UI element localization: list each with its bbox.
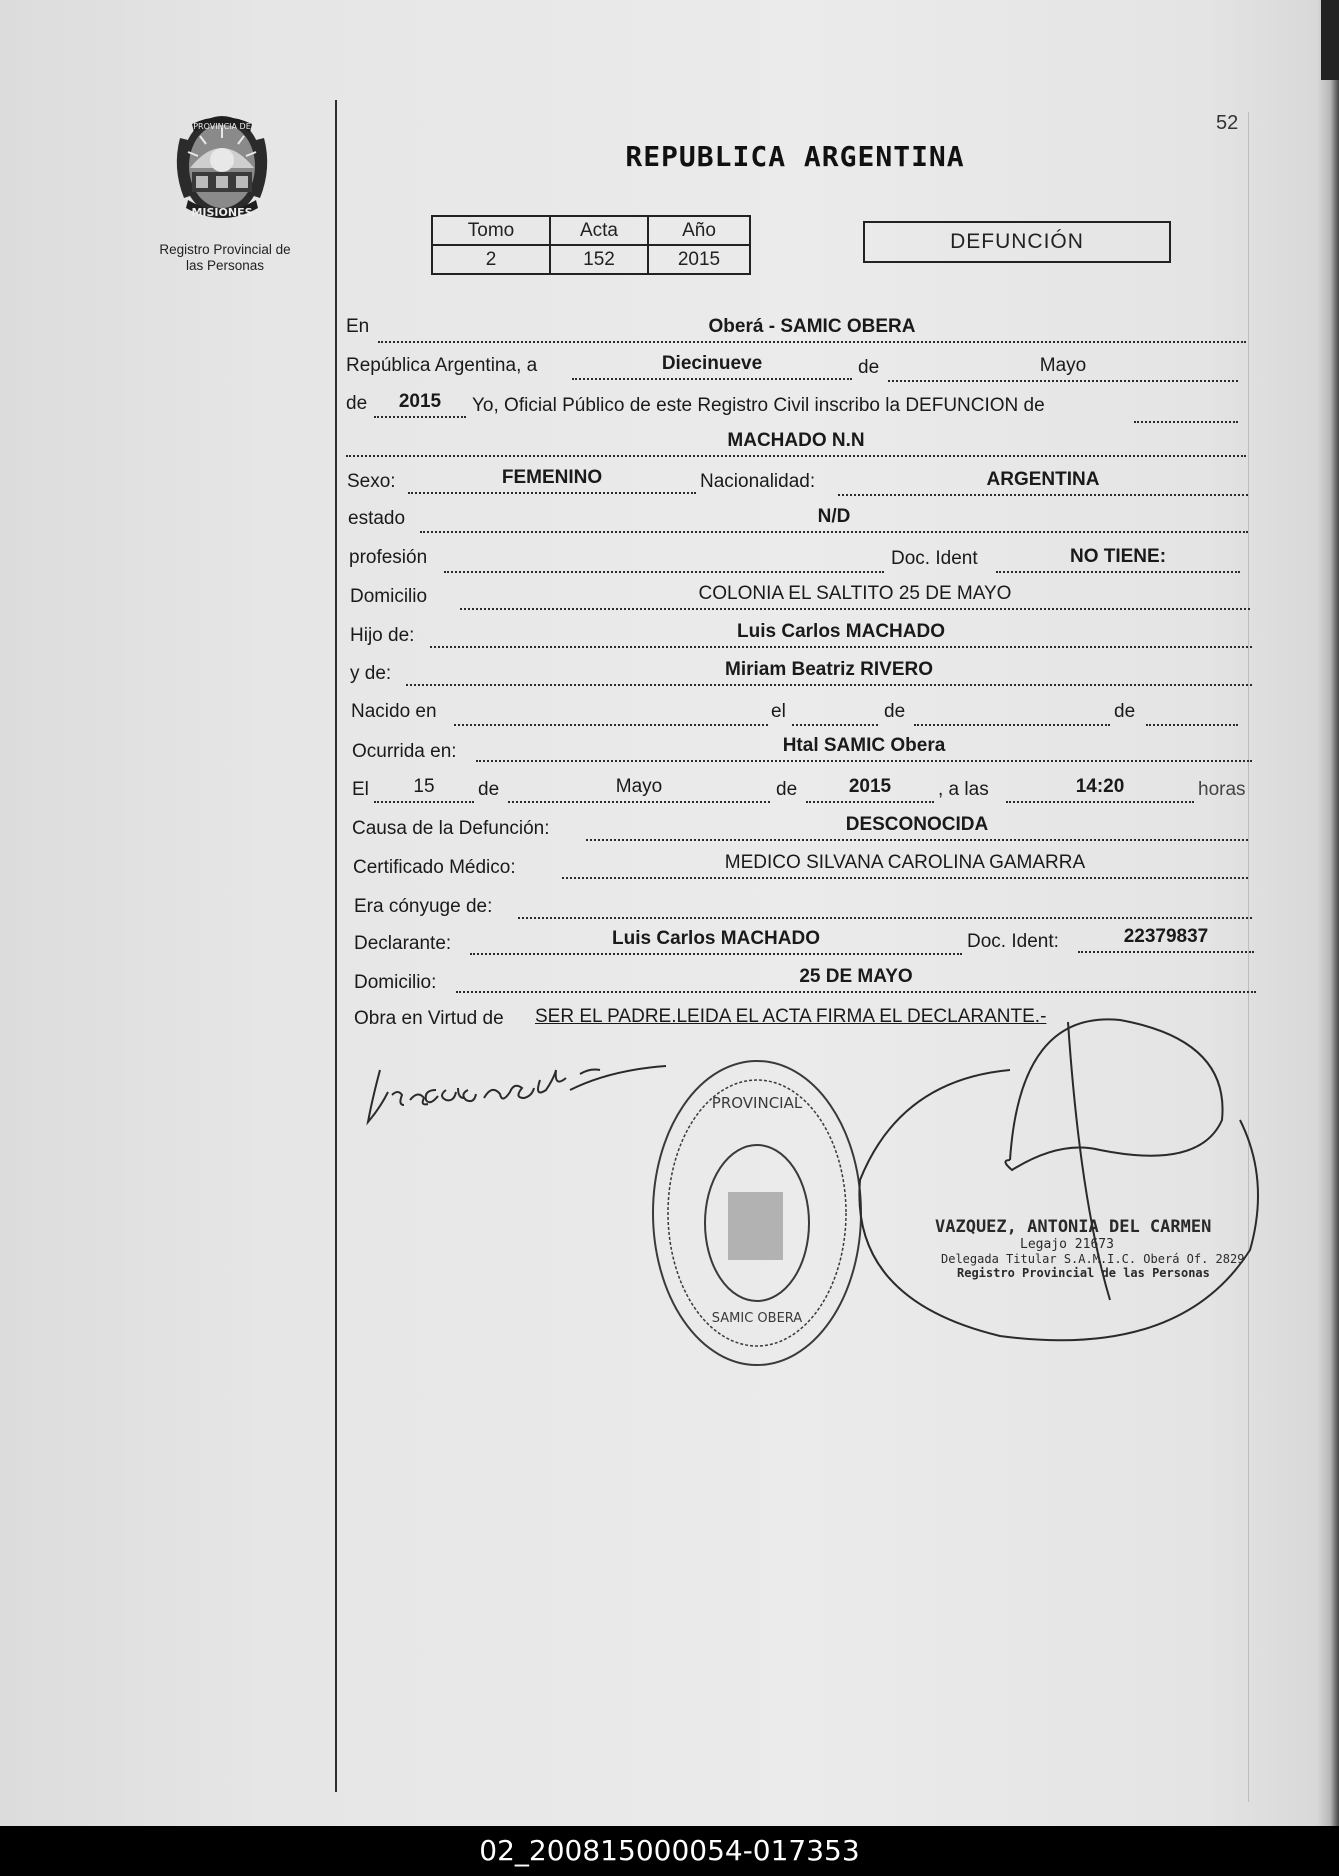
declarante-doc-field: 22379837 (1078, 926, 1254, 953)
emblem-caption (140, 242, 310, 274)
nacido-en-label: Nacido en (351, 701, 437, 722)
doc-ident-label: Doc. Ident (891, 548, 978, 569)
svg-text:SAMIC OBERA: SAMIC OBERA (711, 1311, 803, 1326)
emblem-caption-line2: las Personas (185, 258, 265, 273)
official-signature-icon (859, 1019, 1258, 1340)
de-label: de (858, 357, 880, 378)
registry-header-acta: Acta (550, 216, 648, 245)
official-name: VAZQUEZ, ANTONIA DEL CARMEN (935, 1217, 1212, 1237)
official-block (935, 1217, 1244, 1280)
estado-field: N/D (420, 506, 1248, 533)
declarante-doc-label: Doc. Ident: (967, 931, 1059, 952)
registry-header-ano: Año (648, 216, 750, 245)
emblem-caption-line1: Registro Provincial de (159, 242, 291, 257)
document-type-box: DEFUNCIÓN (863, 221, 1171, 263)
obra-value: SER EL PADRE.LEIDA EL ACTA FIRMA EL DECLARANTE.- (535, 1006, 1047, 1027)
registry-value-row (432, 245, 750, 274)
horas-label: horas (1198, 779, 1246, 800)
nacido-month-field (914, 699, 1110, 726)
registry-value-acta: 152 (550, 245, 648, 274)
day-field: Diecinueve (572, 353, 852, 380)
domicilio-field: COLONIA EL SALTITO 25 DE MAYO (460, 583, 1250, 610)
nacido-en-field (454, 699, 768, 726)
el-de1-label: de (478, 779, 500, 800)
death-year-field: 2015 (806, 776, 934, 803)
nacido-day-field (792, 699, 878, 726)
declarant-signature-icon (368, 1066, 666, 1122)
svg-text:PROVINCIA DE: PROVINCIA DE (193, 122, 251, 131)
official-stamp-icon (653, 1061, 861, 1365)
registry-value-ano: 2015 (648, 245, 750, 274)
republica-label: República Argentina, a (346, 355, 538, 376)
ocurrida-label: Ocurrida en: (352, 741, 457, 762)
death-time-field: 14:20 (1006, 776, 1194, 803)
causa-label: Causa de la Defunción: (352, 818, 550, 839)
nacionalidad-label: Nacionalidad: (700, 471, 816, 492)
nacido-el-label: el (771, 701, 786, 722)
nacido-year-field (1146, 699, 1238, 726)
sexo-label: Sexo: (347, 471, 396, 492)
certificado-label: Certificado Médico: (353, 857, 516, 878)
domicilio-label: Domicilio (350, 586, 428, 607)
page-corner-shadow (1321, 0, 1339, 80)
margin-line-right (1248, 112, 1249, 1802)
official-legajo: Legajo 21673 (1020, 1237, 1114, 1252)
page-number: 52 (1216, 112, 1239, 134)
conyuge-field (518, 892, 1252, 919)
certificado-field: MEDICO SILVANA CAROLINA GAMARRA (562, 852, 1248, 879)
inscribo-text: Yo, Oficial Público de este Registro Civil inscribo la DEFUNCION de (472, 395, 1045, 416)
profesion-field (444, 546, 884, 573)
profesion-label: profesión (349, 547, 428, 568)
nacido-de1-label: de (884, 701, 906, 722)
official-role: Delegada Titular S.A.M.I.C. Oberá Of. 2829 (941, 1252, 1245, 1266)
deceased-name-field: MACHADO N.N (346, 430, 1246, 457)
declarante-field: Luis Carlos MACHADO (470, 928, 962, 955)
estado-label: estado (348, 508, 406, 529)
en-label: En (346, 316, 370, 337)
official-office: Registro Provincial de las Personas (957, 1266, 1210, 1280)
registry-header-tomo: Tomo (432, 216, 550, 245)
causa-field: DESCONOCIDA (586, 814, 1248, 841)
conyuge-label: Era cónyuge de: (354, 896, 493, 917)
hijo-de-field: Luis Carlos MACHADO (430, 621, 1252, 648)
svg-text:MISIONES: MISIONES (191, 206, 253, 219)
el-label: El (352, 779, 369, 800)
page-edge (1317, 0, 1339, 1826)
y-de-label: y de: (350, 663, 392, 684)
footer-id: 02_200815000054-017353 (0, 1826, 1339, 1876)
margin-line (335, 100, 337, 1792)
ocurrida-field: Htal SAMIC Obera (476, 735, 1252, 762)
declarante-label: Declarante: (354, 933, 452, 954)
death-day-field: 15 (374, 776, 474, 803)
en-field: Oberá - SAMIC OBERA (378, 316, 1246, 343)
page-title: REPUBLICA ARGENTINA (625, 140, 965, 173)
registry-table (431, 215, 751, 275)
y-de-field: Miriam Beatriz RIVERO (406, 659, 1252, 686)
sexo-field: FEMENINO (408, 467, 696, 494)
nacido-de2-label: de (1114, 701, 1136, 722)
year-field: 2015 (374, 391, 466, 418)
misiones-emblem-icon (166, 108, 278, 231)
domicilio2-field: 25 DE MAYO (456, 966, 1256, 993)
inscribo-tail-field (1134, 396, 1238, 423)
death-month-field: Mayo (508, 776, 770, 803)
domicilio2-label: Domicilio: (354, 972, 437, 993)
registry-value-tomo: 2 (432, 245, 550, 274)
nacionalidad-field: ARGENTINA (838, 469, 1248, 496)
de2-label: de (346, 393, 368, 414)
el-de2-label: de (776, 779, 798, 800)
obra-label: Obra en Virtud de (354, 1008, 504, 1029)
a-las-label: , a las (938, 779, 989, 800)
month-field: Mayo (888, 355, 1238, 382)
svg-text:PROVINCIAL: PROVINCIAL (711, 1094, 803, 1112)
registry-header-row (432, 216, 750, 245)
hijo-de-label: Hijo de: (350, 625, 415, 646)
doc-ident-field: NO TIENE: (996, 546, 1240, 573)
